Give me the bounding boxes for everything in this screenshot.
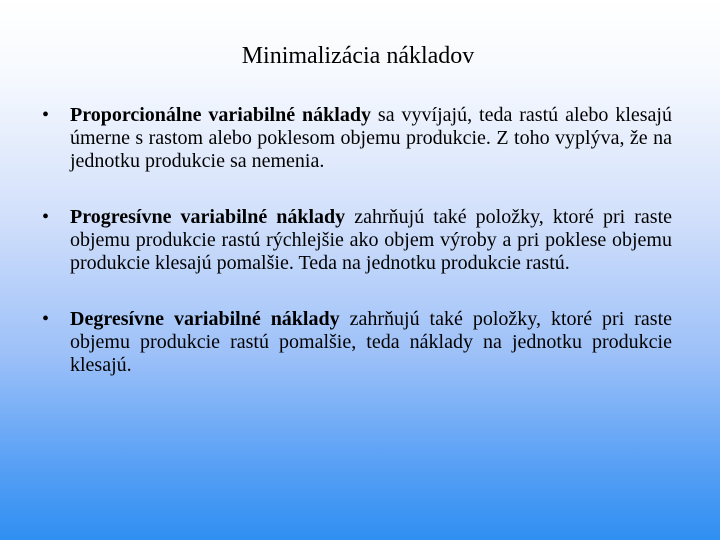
bullet-icon: • xyxy=(42,206,50,228)
bullet-item-proportional xyxy=(42,104,672,173)
bullet-icon: • xyxy=(42,308,50,330)
bullet-list xyxy=(42,104,672,377)
bullet-term: Proporcionálne variabilné náklady xyxy=(70,104,371,126)
slide-title: Minimalizácia nákladov xyxy=(241,43,475,69)
bullet-text: zahrňujú také položky, ktoré pri raste objemu produkcie rastú rýchlejšie ako objem výroby a pri poklese objemu produkcie klesajú pomalšie. Teda na jednotku produkcie rastú. xyxy=(70,206,673,274)
bullet-text: zahrňujú také položky, ktoré pri raste objemu produkcie rastú pomalšie, teda náklady na jednotku produkcie klesajú. xyxy=(70,308,672,376)
bullet-item-degressive xyxy=(42,308,672,377)
bullet-item-progressive xyxy=(42,206,672,275)
bullet-text: sa vyvíjajú, teda rastú alebo klesajú úmerne s rastom alebo poklesom objemu produkcie. Z toho vyplýva, že na jednotku produkcie sa nemenia. xyxy=(70,104,672,172)
bullet-term: Progresívne variabilné náklady xyxy=(70,206,346,228)
bullet-icon: • xyxy=(42,104,50,126)
bullet-term: Degresívne variabilné náklady xyxy=(70,308,340,330)
